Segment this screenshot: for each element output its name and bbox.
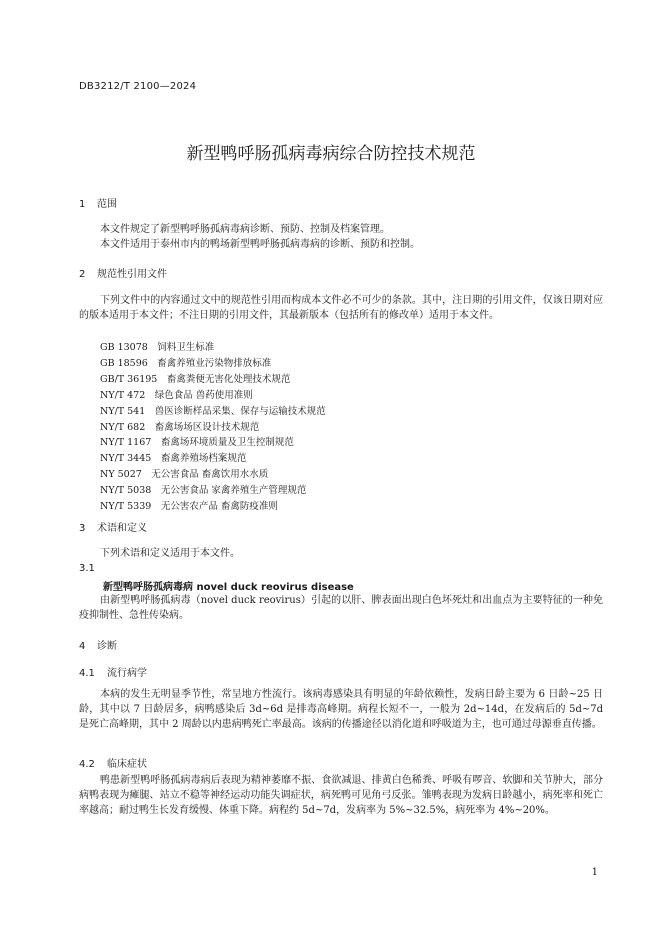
reference-item: NY/T 541 兽医诊断样品采集、保存与运输技术规范 [100, 405, 326, 417]
scope-paragraph-2: 本文件适用于泰州市内的鸭场新型鸭呼肠孤病毒病的诊断、预防和控制。 [100, 239, 420, 250]
section-4-heading [79, 637, 117, 652]
reference-item: NY/T 5038 无公害食品 家禽养殖生产管理规范 [100, 485, 307, 497]
reference-item: NY/T 5339 无公害农产品 畜禽防疫准则 [100, 501, 278, 512]
section-number: 1 [79, 199, 86, 210]
terms-intro: 下列术语和定义适用于本文件。 [100, 548, 240, 559]
reference-item: NY/T 682 畜禽场场区设计技术规范 [100, 421, 260, 433]
reference-item: NY/T 1167 畜禽场环境质量及卫生控制规范 [100, 437, 294, 449]
subsection-number: 4.1 [79, 668, 95, 679]
reference-item: NY/T 3445 畜禽养殖场档案规范 [100, 453, 247, 465]
reference-item: GB 13078 饲料卫生标准 [100, 342, 215, 353]
reference-item: NY/T 472 绿色食品 兽药使用准则 [100, 389, 253, 401]
page-title: 新型鸭呼肠孤病毒病综合防控技术规范 [186, 144, 476, 164]
term-number: 3.1 [79, 563, 95, 574]
subsection-4-1-heading [79, 664, 147, 679]
term-title: 新型鸭呼肠孤病毒病 novel duck reovirus disease [103, 582, 354, 593]
section-1-heading [79, 195, 117, 210]
subsection-number: 4.2 [79, 759, 95, 770]
subsection-title: 临床症状 [107, 759, 147, 770]
epidemiology-paragraph: 本病的发生无明显季节性，常呈地方性流行。该病毒感染具有明显的年龄依赖性，发病日龄主要为 6 日龄~25 日龄，其中以 7 日龄居多，病鸭感染后 3d~6d 是排毒高峰期。病程长短不一，一般为 2d~14d，在发病后的 5d~7d 是死亡高峰期，其中 2 周龄以内患病鸭死亡率最高。该病的传播途径以消化道和呼吸道为主，也可通过母源垂直传播。 [79, 689, 603, 730]
scope-paragraph-1: 本文件规定了新型鸭呼肠孤病毒病诊断、预防、控制及档案管理。 [100, 224, 390, 235]
section-number: 3 [79, 523, 86, 534]
section-number: 4 [79, 641, 86, 652]
reference-item: NY 5027 无公害食品 畜禽饮用水水质 [100, 469, 269, 481]
document-code: DB3212/T 2100—2024 [79, 81, 197, 92]
subsection-4-2-heading [79, 755, 147, 770]
section-2-heading [79, 265, 167, 280]
section-3-heading [79, 519, 147, 534]
reference-item: GB/T 36195 畜禽粪便无害化处理技术规范 [100, 373, 291, 385]
section-title: 范围 [97, 199, 117, 210]
reference-item: GB 18596 畜禽养殖业污染物排放标准 [100, 357, 272, 369]
section-title: 规范性引用文件 [97, 269, 167, 280]
subsection-title: 流行病学 [107, 668, 147, 679]
section-title: 术语和定义 [97, 523, 147, 534]
term-definition: 由新型鸭呼肠孤病毒（novel duck reovirus）引起的以肝、脾表面出现白色坏死灶和出血点为主要特征的一种免疫抑制性、急性传染病。 [79, 595, 603, 621]
page-number: 1 [591, 867, 598, 878]
section-title: 诊断 [97, 641, 117, 652]
clinical-symptoms-paragraph: 鸭患新型鸭呼肠孤病毒病后表现为精神萎靡不振、食欲减退、排黄白色稀粪、呼吸有啰音、软脚和关节肿大，部分病鸭表现为瘫腿、站立不稳等神经运动功能失调症状，病死鸭可见角弓反张。雏鸭表现为发病日龄越小，病死率和死亡率越高；耐过鸭生长发育缓慢、体重下降。病程约 5d~7d，发病率为 5%~32.5%，病死率为 4%~20%。 [79, 775, 603, 816]
normative-references-intro: 下列文件中的内容通过文中的规范性引用而构成本文件必不可少的条款。其中，注日期的引用文件，仅该日期对应的版本适用于本文件；不注日期的引用文件，其最新版本（包括所有的修改单）适用于本文件。 [79, 295, 603, 321]
section-number: 2 [79, 269, 86, 280]
